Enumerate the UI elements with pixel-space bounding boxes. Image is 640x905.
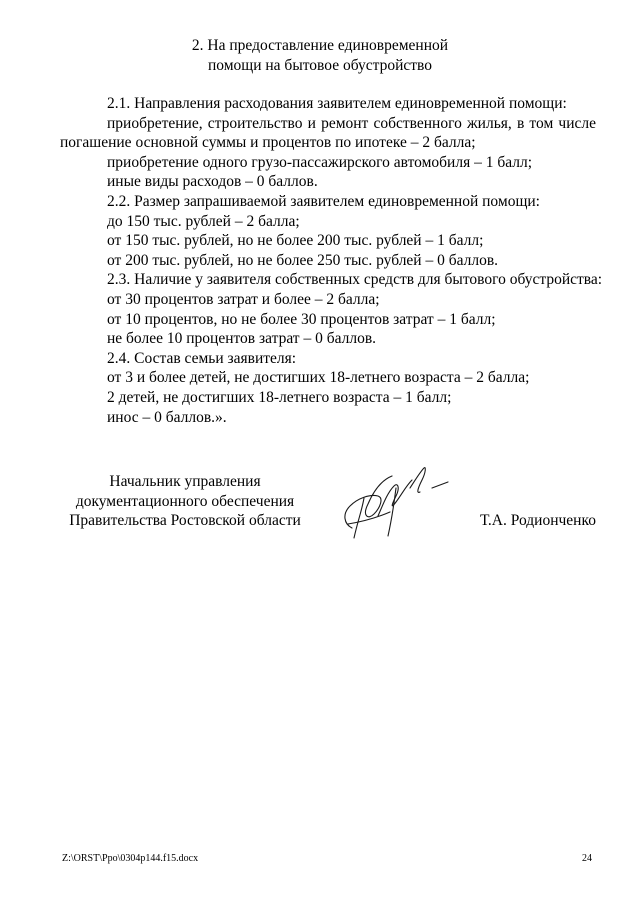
paragraph-2-1-heading: 2.1. Направления расходования заявителем единовременной помощи: bbox=[107, 95, 567, 112]
paragraph-amount-200-250: от 200 тыс. рублей, но не более 250 тыс. рублей – 0 баллов. bbox=[107, 251, 499, 269]
paragraph-own-funds-30: от 30 процентов затрат и более – 2 балла; bbox=[107, 290, 380, 308]
paragraph-housing: приобретение, строительство и ремонт собственного жилья, в том числе погашение основной суммы и процентов по ипотеке – 2 балла; bbox=[60, 114, 596, 152]
section-title-line-2: помощи на бытовое обустройство bbox=[207, 57, 433, 74]
signatory-name: Т.А. Родионченко bbox=[480, 512, 596, 529]
paragraph-2-3-heading: 2.3. Наличие у заявителя собственных средств для бытового обустройства: bbox=[107, 271, 603, 289]
footer-page-number: 24 bbox=[582, 853, 592, 864]
paragraph-vehicle: приобретение одного грузо-пассажирского автомобиля – 1 балл; bbox=[107, 153, 533, 171]
paragraph-other-family: инос – 0 баллов.». bbox=[107, 408, 227, 426]
signatory-position bbox=[60, 472, 310, 531]
signatory-position-line-3: Правительства Ростовской области bbox=[69, 512, 301, 530]
paragraph-2-4-heading: 2.4. Состав семьи заявителя: bbox=[107, 349, 297, 367]
paragraph-amount-150-200: от 150 тыс. рублей, но не более 200 тыс. рублей – 1 балл; bbox=[107, 232, 484, 250]
handwritten-signature bbox=[334, 458, 454, 544]
paragraph-own-funds-10-30: от 10 процентов, но не более 30 процентов затрат – 1 балл; bbox=[107, 310, 496, 328]
paragraph-children-2: 2 детей, не достигших 18-летнего возраста – 1 балл; bbox=[107, 388, 452, 406]
paragraph-own-funds-10: не более 10 процентов затрат – 0 баллов. bbox=[107, 330, 377, 348]
paragraph-children-3: от 3 и более детей, не достигших 18-летнего возраста – 2 балла; bbox=[107, 369, 530, 387]
section-title bbox=[0, 36, 640, 76]
section-title-line-1: 2. На предоставление единовременной bbox=[191, 37, 449, 54]
document-body bbox=[60, 94, 603, 427]
signatory-position-line-1: Начальник управления bbox=[109, 473, 261, 490]
signatory-position-line-2: документационного обеспечения bbox=[75, 492, 295, 510]
paragraph-amount-150: до 150 тыс. рублей – 2 балла; bbox=[107, 212, 300, 230]
paragraph-other-expenses: иные виды расходов – 0 баллов. bbox=[107, 173, 318, 191]
paragraph-2-2-heading: 2.2. Размер запрашиваемой заявителем единовременной помощи: bbox=[107, 192, 540, 210]
footer-file-path: Z:\ORST\Ppo\0304p144.f15.docx bbox=[62, 853, 199, 864]
